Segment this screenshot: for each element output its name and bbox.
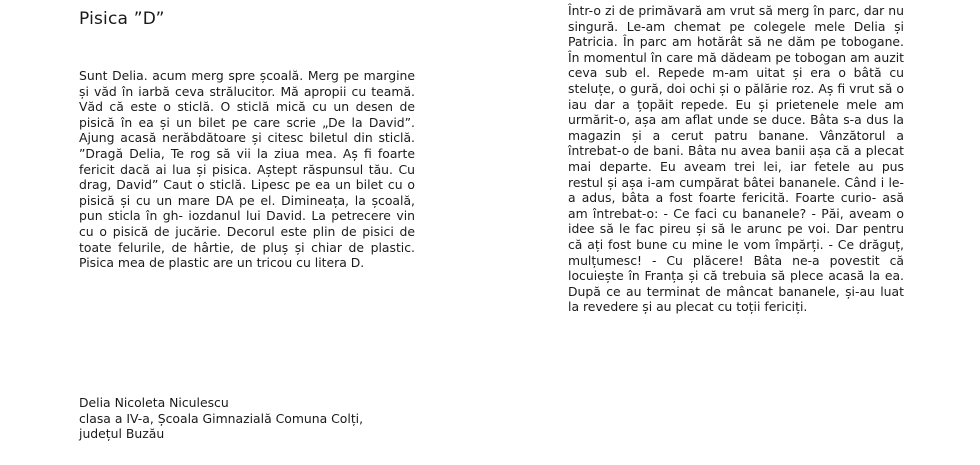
author-county: județul Buzău: [79, 426, 165, 442]
story-text-left-column: Sunt Delia. acum merg spre școală. Merg pe margine și văd în iarbă ceva strălucitor. Mă apropii cu teamă. Văd că este o sticlă. O sticlă mică cu un desen de pisică în ea și un bilet pe care scrie „De la David”. Ajung acasă nerăbdătoare și citesc biletul din sticlă. ”Dragă Delia, Te rog să vii la ziua mea. Aș fi foarte fericit dacă ai lua și pisica. Aștept răspunsul tău. Cu drag, David” Caut o sticlă. Lipesc pe ea un bilet cu o pisică și cu un mare DA pe el. Dimineața, la școală, pun sticla în gh- iozdanul lui David. La petrecere vin cu o pisică de jucărie. Decorul este plin de pisici de toate felurile, de hârtie, de pluș și chiar de plastic. Pisica mea de plastic are un tricou cu litera D.: [79, 68, 415, 271]
author-name: Delia Nicoleta Niculescu: [79, 395, 229, 410]
story-text-right-column: Într-o zi de primăvară am vrut să merg în parc, dar nu singură. Le-am chemat pe colegele mele Delia și Patricia. În parc am hotărât să ne dăm pe tobogane. În momentul în care mă dădeam pe tobogan am auzit ceva sub el. Repede m-am uitat și era o bâtă cu steluțe, o gură, doi ochi și o pălărie roz. Aș fi vrut să o iau dar a țopăit repede. Eu și prietenele mele am urmărit-o, așa am aflat unde se duce. Bâta s-a dus la magazin și a cerut patru banane. Vânzătorul a întrebat-o de bani. Bâta nu avea banii așa că a plecat mai departe. Eu aveam trei lei, iar fetele au pus restul și așa i-am cumpărat bâtei bananele. Când i le-a adus, bâta a fost foarte fericită. Foarte curio- asă am întrebat-o: - Ce faci cu bananele? - Păi, aveam o idee să le fac pireu și să le arunc pe voi. Dar pentru că ați fost bune cu mine le vom împărți. - Ce drăguț, mulțumesc! - Cu plăcere! Bâta ne-a povestit că locuiește în Franța și că trebuia să plece acasă la ea. După ce au terminat de mâncat bananele, și-au luat la revedere și au plecat cu toții fericiți.: [568, 3, 904, 315]
author-class-school: clasa a IV-a, Școala Gimnazială Comuna Colți,: [79, 410, 364, 426]
story-title: Pisica ”D”: [79, 9, 165, 29]
author-block: [79, 395, 479, 442]
